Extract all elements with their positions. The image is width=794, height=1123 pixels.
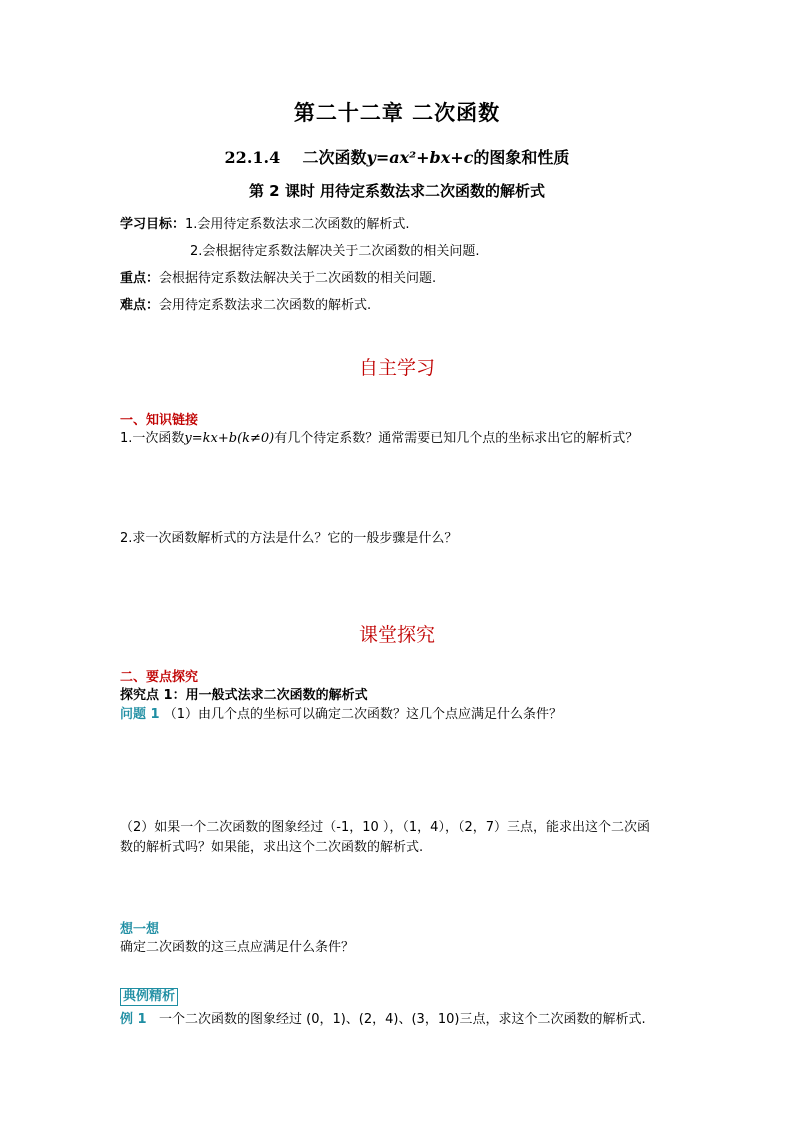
key-point-text: 会根据待定系数法解决关于二次函数的相关问题. (159, 271, 437, 286)
knowledge-link-heading: 一、知识链接 (120, 413, 199, 428)
think-text: 确定二次函数的这三点应满足什么条件？ (120, 940, 355, 955)
objective-item-2: 2.会根据待定系数法解决关于二次函数的相关问题. (190, 244, 480, 259)
objectives-label: 学习目标： (120, 217, 186, 232)
lesson-title (0, 145, 794, 168)
problem-1-label: 问题 1 (120, 707, 160, 722)
problem-1-part-2-line-2: 数的解析式吗？如果能，求出这个二次函数的解析式. (120, 840, 424, 855)
lesson-pre: 二次函数 (302, 148, 367, 167)
lesson-formula: y=ax²+bx+c (366, 148, 474, 167)
question-1-post: 有几个待定系数？通常需要已知几个点的坐标求出它的解析式？ (274, 431, 639, 446)
explore-point-1: 探究点 1：用一般式法求二次函数的解析式 (120, 688, 368, 703)
question-2: 2.求一次函数解析式的方法是什么？它的一般步骤是什么？ (120, 531, 458, 546)
objective-item-1: 1.会用待定系数法求二次函数的解析式. (185, 217, 410, 232)
key-explore-heading: 二、要点探究 (120, 670, 199, 685)
key-point-row (120, 267, 436, 286)
problem-1-part-2-line-1: （2）如果一个二次函数的图象经过（-1，10 ），（1，4），（2，7）三点，能求出这个二次函 (120, 820, 650, 835)
lesson-subtitle: 第 2 课时 用待定系数法求二次函数的解析式 (248, 182, 546, 200)
difficulty-label: 难点： (120, 298, 160, 313)
self-study-title: 自主学习 (358, 357, 435, 379)
question-1-formula: y=kx+b(k≠0) (184, 431, 275, 446)
example-1 (120, 1008, 646, 1027)
problem-1 (120, 703, 562, 722)
example-box: 典例精析 (120, 988, 178, 1006)
think-label: 想一想 (120, 922, 160, 937)
objectives-row-1 (120, 213, 410, 232)
example-1-text: 一个二次函数的图象经过 (0，1)、(2，4)、(3，10)三点，求这个二次函数的解析式. (158, 1012, 646, 1027)
lesson-number: 22.1.4 (224, 148, 281, 167)
difficulty-row (120, 294, 371, 313)
class-explore-title: 课堂探究 (358, 624, 435, 646)
difficulty-text: 会用待定系数法求二次函数的解析式. (159, 298, 372, 313)
problem-1-text: （1）由几个点的坐标可以确定二次函数？这几个点应满足什么条件？ (163, 707, 562, 722)
example-1-label: 例 1 (120, 1012, 147, 1027)
example-box-label (120, 988, 178, 1006)
chapter-title: 第二十二章 二次函数 (293, 101, 501, 125)
question-1 (120, 427, 638, 446)
lesson-post: 的图象和性质 (473, 148, 570, 167)
key-point-label: 重点： (120, 271, 160, 286)
question-1-pre: 1.一次函数 (120, 431, 185, 446)
